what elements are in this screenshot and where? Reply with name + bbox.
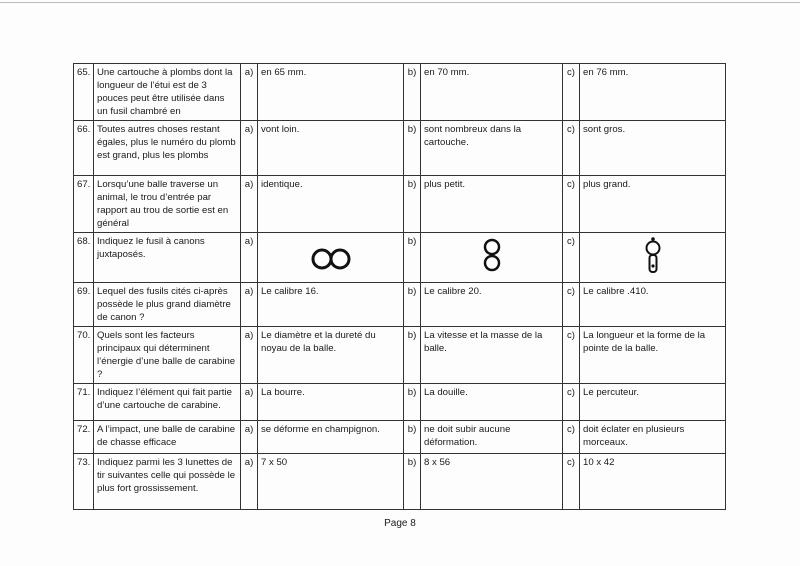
option-a-text: en 65 mm. xyxy=(258,64,404,121)
option-b-letter: b) xyxy=(404,64,421,121)
question-text: Lequel des fusils cités ci-après possède le plus grand diamètre de canon ? xyxy=(94,283,241,327)
page-top-border xyxy=(0,2,800,3)
over-under-barrels-icon xyxy=(477,235,507,275)
option-c-letter: c) xyxy=(563,283,580,327)
option-b-letter: b) xyxy=(404,121,421,176)
question-row xyxy=(74,327,726,384)
option-b-letter: b) xyxy=(404,283,421,327)
option-b-text: Le calibre 20. xyxy=(421,283,563,327)
option-c-letter: c) xyxy=(563,384,580,421)
option-c-letter: c) xyxy=(563,327,580,384)
option-a-letter: a) xyxy=(241,64,258,121)
question-table xyxy=(73,63,726,510)
option-a-text: vont loin. xyxy=(258,121,404,176)
option-c-letter: c) xyxy=(563,421,580,454)
question-row xyxy=(74,384,726,421)
option-b-text: sont nombreux dans la cartouche. xyxy=(421,121,563,176)
option-b-letter: b) xyxy=(404,384,421,421)
option-b-text: ne doit subir aucune déformation. xyxy=(421,421,563,454)
option-a-letter: a) xyxy=(241,233,258,283)
option-a-text: La bourre. xyxy=(258,384,404,421)
option-c-letter: c) xyxy=(563,64,580,121)
page-number: Page 8 xyxy=(384,518,416,529)
option-c-text: plus grand. xyxy=(580,176,726,233)
option-a-text: identique. xyxy=(258,176,404,233)
question-row xyxy=(74,121,726,176)
option-b-picture xyxy=(421,233,563,283)
option-b-letter: b) xyxy=(404,327,421,384)
option-a-letter: a) xyxy=(241,283,258,327)
option-c-text: La longueur et la forme de la pointe de la balle. xyxy=(580,327,726,384)
question-text: Indiquez le fusil à canons juxtaposés. xyxy=(94,233,241,283)
option-a-letter: a) xyxy=(241,421,258,454)
side-by-side-barrels-icon xyxy=(307,235,355,273)
option-c-text: 10 x 42 xyxy=(580,454,726,510)
option-c-letter: c) xyxy=(563,454,580,510)
option-a-letter: a) xyxy=(241,384,258,421)
question-text: Indiquez parmi les 3 lunettes de tir suivantes celle qui possède le plus fort grossissement. xyxy=(94,454,241,510)
question-number: 65. xyxy=(74,64,94,121)
question-number: 68. xyxy=(74,233,94,283)
question-number: 66. xyxy=(74,121,94,176)
question-number: 72. xyxy=(74,421,94,454)
question-text: Une cartouche à plombs dont la longueur de l’étui est de 3 pouces peut être utilisée dans un fusil chambré en xyxy=(94,64,241,121)
option-a-letter: a) xyxy=(241,121,258,176)
option-b-letter: b) xyxy=(404,176,421,233)
option-a-text: 7 x 50 xyxy=(258,454,404,510)
option-b-letter: b) xyxy=(404,233,421,283)
question-row xyxy=(74,64,726,121)
option-c-picture xyxy=(580,233,726,283)
option-b-text: plus petit. xyxy=(421,176,563,233)
question-row xyxy=(74,454,726,510)
question-text: A l’impact, une balle de carabine de chasse efficace xyxy=(94,421,241,454)
option-c-text: sont gros. xyxy=(580,121,726,176)
question-number: 71. xyxy=(74,384,94,421)
question-row xyxy=(74,283,726,327)
option-a-letter: a) xyxy=(241,176,258,233)
question-row xyxy=(74,421,726,454)
option-b-letter: b) xyxy=(404,421,421,454)
question-row xyxy=(74,176,726,233)
option-b-text: 8 x 56 xyxy=(421,454,563,510)
option-a-text: Le diamètre et la dureté du noyau de la balle. xyxy=(258,327,404,384)
question-text: Indiquez l’élément qui fait partie d’une cartouche de carabine. xyxy=(94,384,241,421)
option-b-letter: b) xyxy=(404,454,421,510)
option-c-text: en 76 mm. xyxy=(580,64,726,121)
question-number: 70. xyxy=(74,327,94,384)
question-row xyxy=(74,233,726,283)
option-c-text: Le percuteur. xyxy=(580,384,726,421)
question-text: Lorsqu’une balle traverse un animal, le trou d’entrée par rapport au trou de sortie est en général xyxy=(94,176,241,233)
option-a-letter: a) xyxy=(241,454,258,510)
option-c-letter: c) xyxy=(563,121,580,176)
option-a-picture xyxy=(258,233,404,283)
option-c-text: Le calibre .410. xyxy=(580,283,726,327)
option-c-letter: c) xyxy=(563,176,580,233)
question-text: Toutes autres choses restant égales, plus le numéro du plomb est grand, plus les plombs xyxy=(94,121,241,176)
option-a-letter: a) xyxy=(241,327,258,384)
option-c-text: doit éclater en plusieurs morceaux. xyxy=(580,421,726,454)
option-c-letter: c) xyxy=(563,233,580,283)
option-b-text: en 70 mm. xyxy=(421,64,563,121)
question-text: Quels sont les facteurs principaux qui déterminent l’énergie d’une balle de carabine ? xyxy=(94,327,241,384)
option-a-text: se déforme en champignon. xyxy=(258,421,404,454)
option-b-text: La vitesse et la masse de la balle. xyxy=(421,327,563,384)
option-b-text: La douille. xyxy=(421,384,563,421)
question-number: 69. xyxy=(74,283,94,327)
single-barrel-icon xyxy=(638,235,668,277)
option-a-text: Le calibre 16. xyxy=(258,283,404,327)
question-number: 67. xyxy=(74,176,94,233)
question-number: 73. xyxy=(74,454,94,510)
